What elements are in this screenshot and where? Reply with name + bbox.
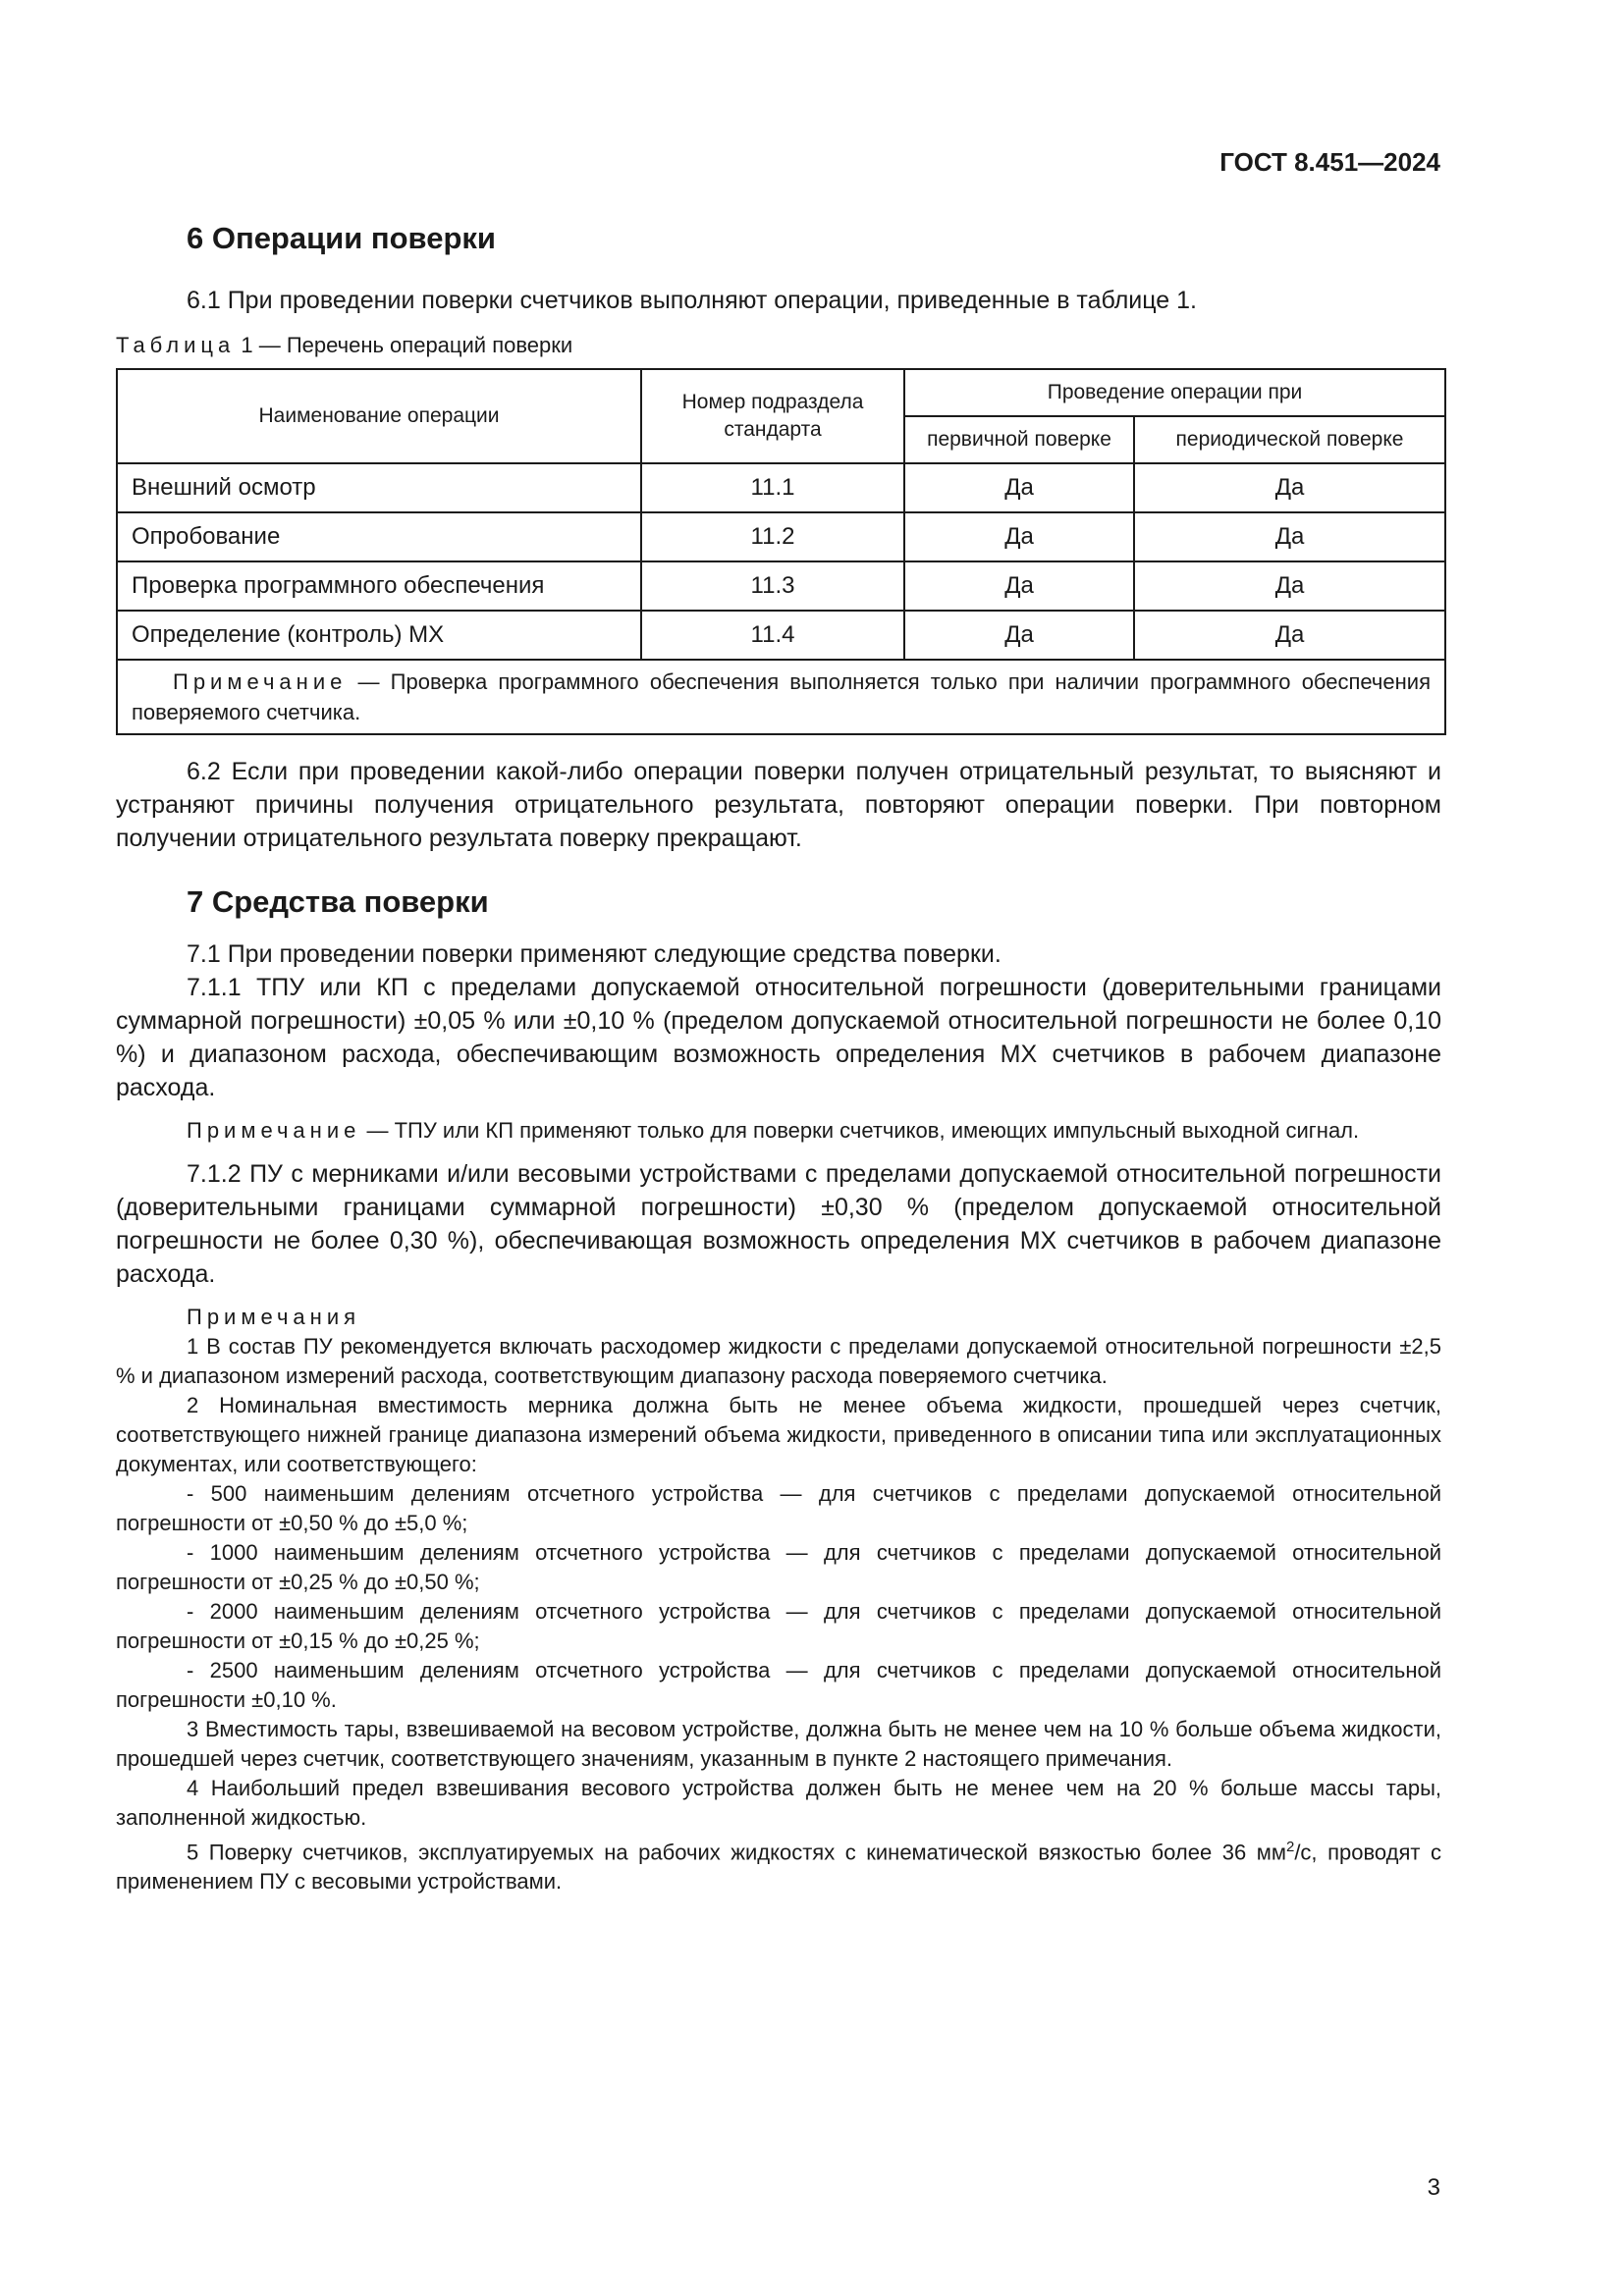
note-item-2a: - 500 наименьшим делениям отсчетного устройства — для счетчиков с пределами допускаемой относительной погрешности от ±0,50 % до ±5,0 %; [116,1481,1441,1535]
cell-section-number: 11.3 [641,561,904,611]
table-note-text: — Проверка программного обеспечения выполняется только при наличии программного обеспечения поверяемого счетчика. [132,669,1431,724]
note-text: — ТПУ или КП применяют только для поверки счетчиков, имеющих импульсный выходной сигнал. [360,1118,1360,1143]
cell-section-number: 11.2 [641,512,904,561]
table-note-row [117,660,1445,734]
col-header-periodic: периодической поверке [1134,416,1445,463]
note-item-5 [116,1833,1441,1896]
cell-primary: Да [904,512,1134,561]
table-row [117,561,1445,611]
note-item-5-text: 5 Поверку счетчиков, эксплуатируемых на рабочих жидкостях с кинематической вязкостью более 36 мм [187,1840,1286,1865]
cell-operation-name: Внешний осмотр [117,463,641,512]
note-item-5-text-end: /с, проводят с применением ПУ с весовыми устройствами. [116,1840,1441,1895]
note-item-2c: - 2000 наименьшим делениям отсчетного устройства — для счетчиков с пределами допускаемой относительной погрешности от ±0,15 % до ±0,25 %; [116,1599,1441,1653]
note-label: Примечание [187,1118,361,1143]
table-note-label: Примечание [173,669,348,694]
table-row [117,611,1445,660]
cell-operation-name: Опробование [117,512,641,561]
superscript-2: 2 [1285,1839,1295,1855]
paragraph-6-1: 6.1 При проведении поверки счетчиков выполняют операции, приведенные в таблице 1. [187,287,1197,314]
paragraph-7-1-2: 7.1.2 ПУ с мерниками и/или весовыми устройствами с пределами допускаемой относительной погрешности (доверительными границами суммарной погрешности) ±0,30 % (пределом допускаемой относительной погрешности не более 0,30 %), обеспечивающая возможность определения МХ счетчиков в рабочем диапазоне расхода. [116,1160,1441,1288]
note-item-3: 3 Вместимость тары, взвешиваемой на весовом устройстве, должна быть не менее чем на 10 % больше объема жидкости, прошедшей через счетчик, соответствующего значениям, указанным в пункте 2 настоящего примечания. [116,1717,1441,1771]
table-label: Таблица [116,333,236,357]
cell-periodic: Да [1134,512,1445,561]
cell-primary: Да [904,561,1134,611]
table-row [117,463,1445,512]
col-header-conduct-group: Проведение операции при [904,369,1445,416]
table-caption [116,333,1441,358]
table-note [117,660,1445,734]
note-item-2b: - 1000 наименьшим делениям отсчетного устройства — для счетчиков с пределами допускаемой относительной погрешности от ±0,25 % до ±0,50 %; [116,1540,1441,1594]
col-header-section-number: Номер подраздела стандарта [641,369,904,463]
operations-table [116,368,1446,735]
table-caption-text: 1 — Перечень операций поверки [241,333,573,357]
note-item-2d: - 2500 наименьшим делениям отсчетного устройства — для счетчиков с пределами допускаемой относительной погрешности ±0,10 %. [116,1658,1441,1712]
section-6-title: 6 Операции поверки [187,221,496,255]
cell-primary: Да [904,463,1134,512]
cell-section-number: 11.4 [641,611,904,660]
col-header-operation-name: Наименование операции [117,369,641,463]
note-item-4: 4 Наибольший предел взвешивания весового устройства должен быть не менее чем на 20 % больше массы тары, заполненной жидкостью. [116,1776,1441,1830]
col-header-primary: первичной поверке [904,416,1134,463]
gost-code: ГОСТ 8.451—2024 [1219,147,1440,177]
page-content [116,221,1441,1896]
note-item-2: 2 Номинальная вместимость мерника должна быть не менее объема жидкости, прошедшей через счетчик, соответствующего нижней границе диапазона измерений объема жидкости, приведенного в описании типа или эксплуатационных документах, или соответствующего: [116,1393,1441,1476]
notes-label: Примечания [187,1305,361,1329]
note-7-1-1 [116,1116,1441,1146]
paragraph-7-1-1: 7.1.1 ТПУ или КП с пределами допускаемой относительной погрешности (доверительными границами суммарной погрешности) ±0,05 % или ±0,10 % (пределом допускаемой относительной погрешности не более 0,10 %) и диапазоном расхода, обеспечивающим возможность определения МХ счетчиков в рабочем диапазоне расхода. [116,974,1441,1101]
cell-primary: Да [904,611,1134,660]
table-row [117,512,1445,561]
note-item-1: 1 В состав ПУ рекомендуется включать расходомер жидкости с пределами допускаемой относительной погрешности ±2,5 % и диапазоном измерений расхода, соответствующим диапазону расхода поверяемого счетчика. [116,1334,1441,1388]
cell-periodic: Да [1134,463,1445,512]
cell-section-number: 11.1 [641,463,904,512]
paragraph-6-2: 6.2 Если при проведении какой-либо операции поверки получен отрицательный результат, то выясняют и устраняют причины получения отрицательного результата, повторяют операции поверки. При повторном получении отрицательного результата поверку прекращают. [116,758,1441,852]
cell-operation-name: Определение (контроль) МХ [117,611,641,660]
section-7-title: 7 Средства поверки [187,884,489,919]
cell-operation-name: Проверка программного обеспечения [117,561,641,611]
cell-periodic: Да [1134,561,1445,611]
paragraph-7-1: 7.1 При проведении поверки применяют следующие средства поверки. [187,940,1001,968]
table-header-row [117,369,1445,416]
cell-periodic: Да [1134,611,1445,660]
page-number: 3 [1427,2174,1440,2201]
